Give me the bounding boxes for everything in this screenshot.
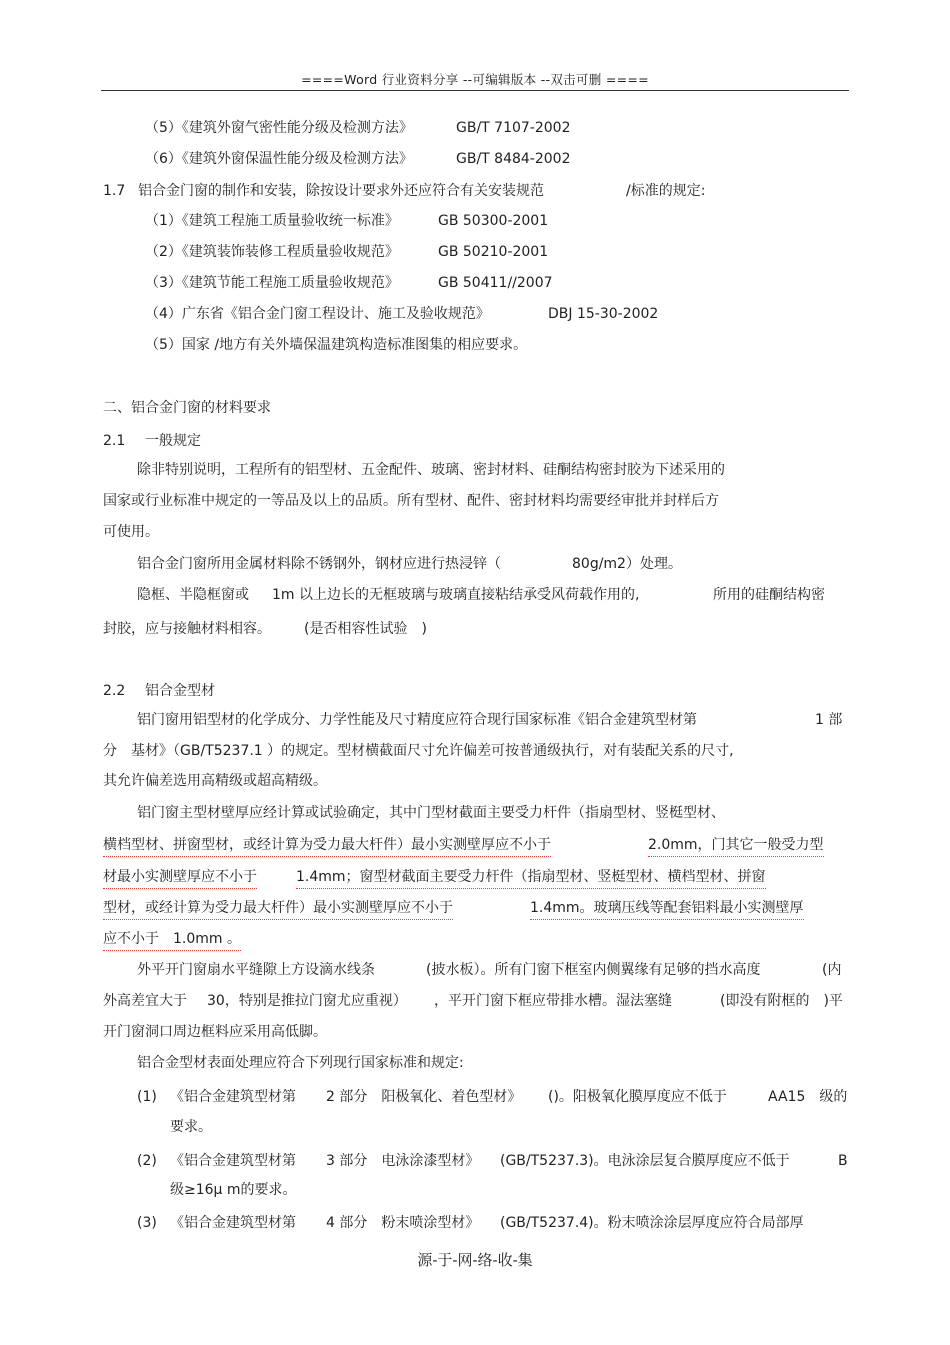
paragraph-line: 材最小实测壁厚应不小于 [103,867,257,889]
paragraph-line: 外平开门窗扇水平缝隙上方设滴水线条 [137,962,375,978]
paragraph-line: 外高差宜大于 [103,993,187,1009]
section-number: 2.2 [103,683,126,699]
standard-item: （1）《建筑工程施工质量验收统一标准》 [145,213,399,229]
paragraph-line: 型材，或经计算为受力最大杆件）最小实测壁厚应不小于 [103,898,453,920]
paragraph-line: 可使用。 [103,524,159,540]
paragraph-line: 铝合金型材表面处理应符合下列现行国家标准和规定: [137,1055,464,1071]
paragraph-line: ，平开门窗下框应带排水槽。湿法塞缝 [434,993,672,1009]
standard-code: DBJ 15-30-2002 [548,306,659,322]
list-item-text: 《铝合金建筑型材第 [170,1215,296,1231]
standard-item: （5）国家 /地方有关外墙保温建筑构造标准图集的相应要求。 [145,337,528,353]
section-number: 1.7 [103,183,126,199]
paragraph-line: 分 基材》（GB/T5237.1 ）的规定。型材横截面尺寸允许偏差可按普通级执行，对有装配关系的尺寸, [103,743,734,759]
paragraph-line: 铝合金门窗所用金属材料除不锈钢外，钢材应进行热浸锌（ [137,556,501,572]
paragraph-line: 2.0mm，门其它一般受力型 [648,835,824,857]
list-item-text: 级≥16μ m的要求。 [170,1182,297,1198]
paragraph-line: (披水板）。所有门窗下框室内侧翼缘有足够的挡水高度 [426,962,761,978]
standard-item: （4）广东省《铝合金门窗工程设计、施工及验收规范》 [145,306,490,322]
list-item-text: 《铝合金建筑型材第 [170,1089,296,1105]
standard-code: GB 50300-2001 [438,213,549,229]
list-item-text: 《铝合金建筑型材第 [170,1153,296,1169]
paragraph-line: 封胶，应与接触材料相容。 [103,621,271,637]
paragraph-line: 除非特别说明，工程所有的铝型材、五金配件、玻璃、密封材料、硅酮结构密封胶为下述采用的 [137,462,725,478]
paragraph-line: (内 [822,962,842,978]
paragraph-line: 所用的硅酮结构密 [713,587,825,603]
paragraph-line: 应不小于 1.0mm 。 [103,929,241,951]
list-item-number: (2) [137,1153,157,1169]
paragraph-line: 1.4mm。玻璃压线等配套铝料最小实测壁厚 [530,898,804,920]
paragraph-line: 横档型材、拼窗型材，或经计算为受力最大杆件）最小实测壁厚应不小于 [103,835,551,857]
standard-item: （6）《建筑外窗保温性能分级及检测方法》 [145,151,413,167]
paragraph-line: 1.4mm；窗型材截面主要受力杆件（指扇型材、竖梃型材、横档型材、拼窗 [296,867,766,889]
page-header: ====Word 行业资料分享 --可编辑版本 --双击可删 ==== [301,72,649,87]
paragraph-line: 铝门窗主型材壁厚应经计算或试验确定，其中门型材截面主要受力杆件（指扇型材、竖梃型材、 [137,805,725,821]
standard-code: GB 50210-2001 [438,244,549,260]
section-title: 铝合金型材 [145,683,215,699]
paragraph-line: 开门窗洞口周边框料应采用高低脚。 [103,1024,327,1040]
list-item-text: 3 部分 电泳涂漆型材》 [326,1153,480,1169]
list-item-text: 4 部分 粉末喷涂型材》 [326,1215,480,1231]
paragraph-line: (即没有附框的 )平 [720,993,843,1009]
paragraph-line: 铝门窗用铝型材的化学成分、力学性能及尺寸精度应符合现行国家标准《铝合金建筑型材第 [137,712,697,728]
list-item-text: ()。阳极氧化膜厚度应不低于 [548,1089,727,1105]
list-item-text: (GB/T5237.4)。粉末喷涂涂层厚度应符合局部厚 [500,1215,804,1231]
list-item-text: (GB/T5237.3)。电泳涂层复合膜厚度应不低于 [500,1153,790,1169]
list-item-number: (1) [137,1089,157,1105]
standard-item: （5）《建筑外窗气密性能分级及检测方法》 [145,120,413,136]
list-item-text: AA15 级的 [768,1089,848,1105]
paragraph-line: 80g/m2）处理。 [572,556,682,572]
header-rule [101,90,849,91]
standard-item: （3）《建筑节能工程施工质量验收规范》 [145,275,399,291]
standard-code: GB 50411//2007 [438,275,553,291]
paragraph-line: 隐框、半隐框窗或 [137,587,249,603]
list-item-text: B [838,1153,848,1169]
section-title: 一般规定 [145,433,201,449]
paragraph-line: 1 部 [815,712,843,728]
paragraph-line: 1m 以上边长的无框玻璃与玻璃直接粘结承受风荷载作用的, [272,587,640,603]
list-item-text: 要求。 [170,1119,212,1135]
list-item-number: (3) [137,1215,157,1231]
standard-code: GB/T 7107-2002 [456,120,571,136]
paragraph-line: /标准的规定: [626,183,706,199]
paragraph-line: 其允许偏差选用高精级或超高精级。 [103,773,327,789]
paragraph-line: 30，特别是推拉门窗尤应重视） [207,993,407,1009]
list-item-text: 2 部分 阳极氧化、着色型材》 [326,1089,522,1105]
page-footer: 源-于-网-络-收-集 [417,1251,533,1269]
section-number: 2.1 [103,433,126,449]
paragraph-line: 铝合金门窗的制作和安装，除按设计要求外还应符合有关安装规范 [138,183,544,199]
paragraph-line: (是否相容性试验 ) [304,621,427,637]
standard-item: （2）《建筑装饰装修工程质量验收规范》 [145,244,399,260]
section-heading: 二、铝合金门窗的材料要求 [103,400,271,416]
paragraph-line: 国家或行业标准中规定的一等品及以上的品质。所有型材、配件、密封材料均需要经审批并封样后方 [103,493,719,509]
standard-code: GB/T 8484-2002 [456,151,571,167]
